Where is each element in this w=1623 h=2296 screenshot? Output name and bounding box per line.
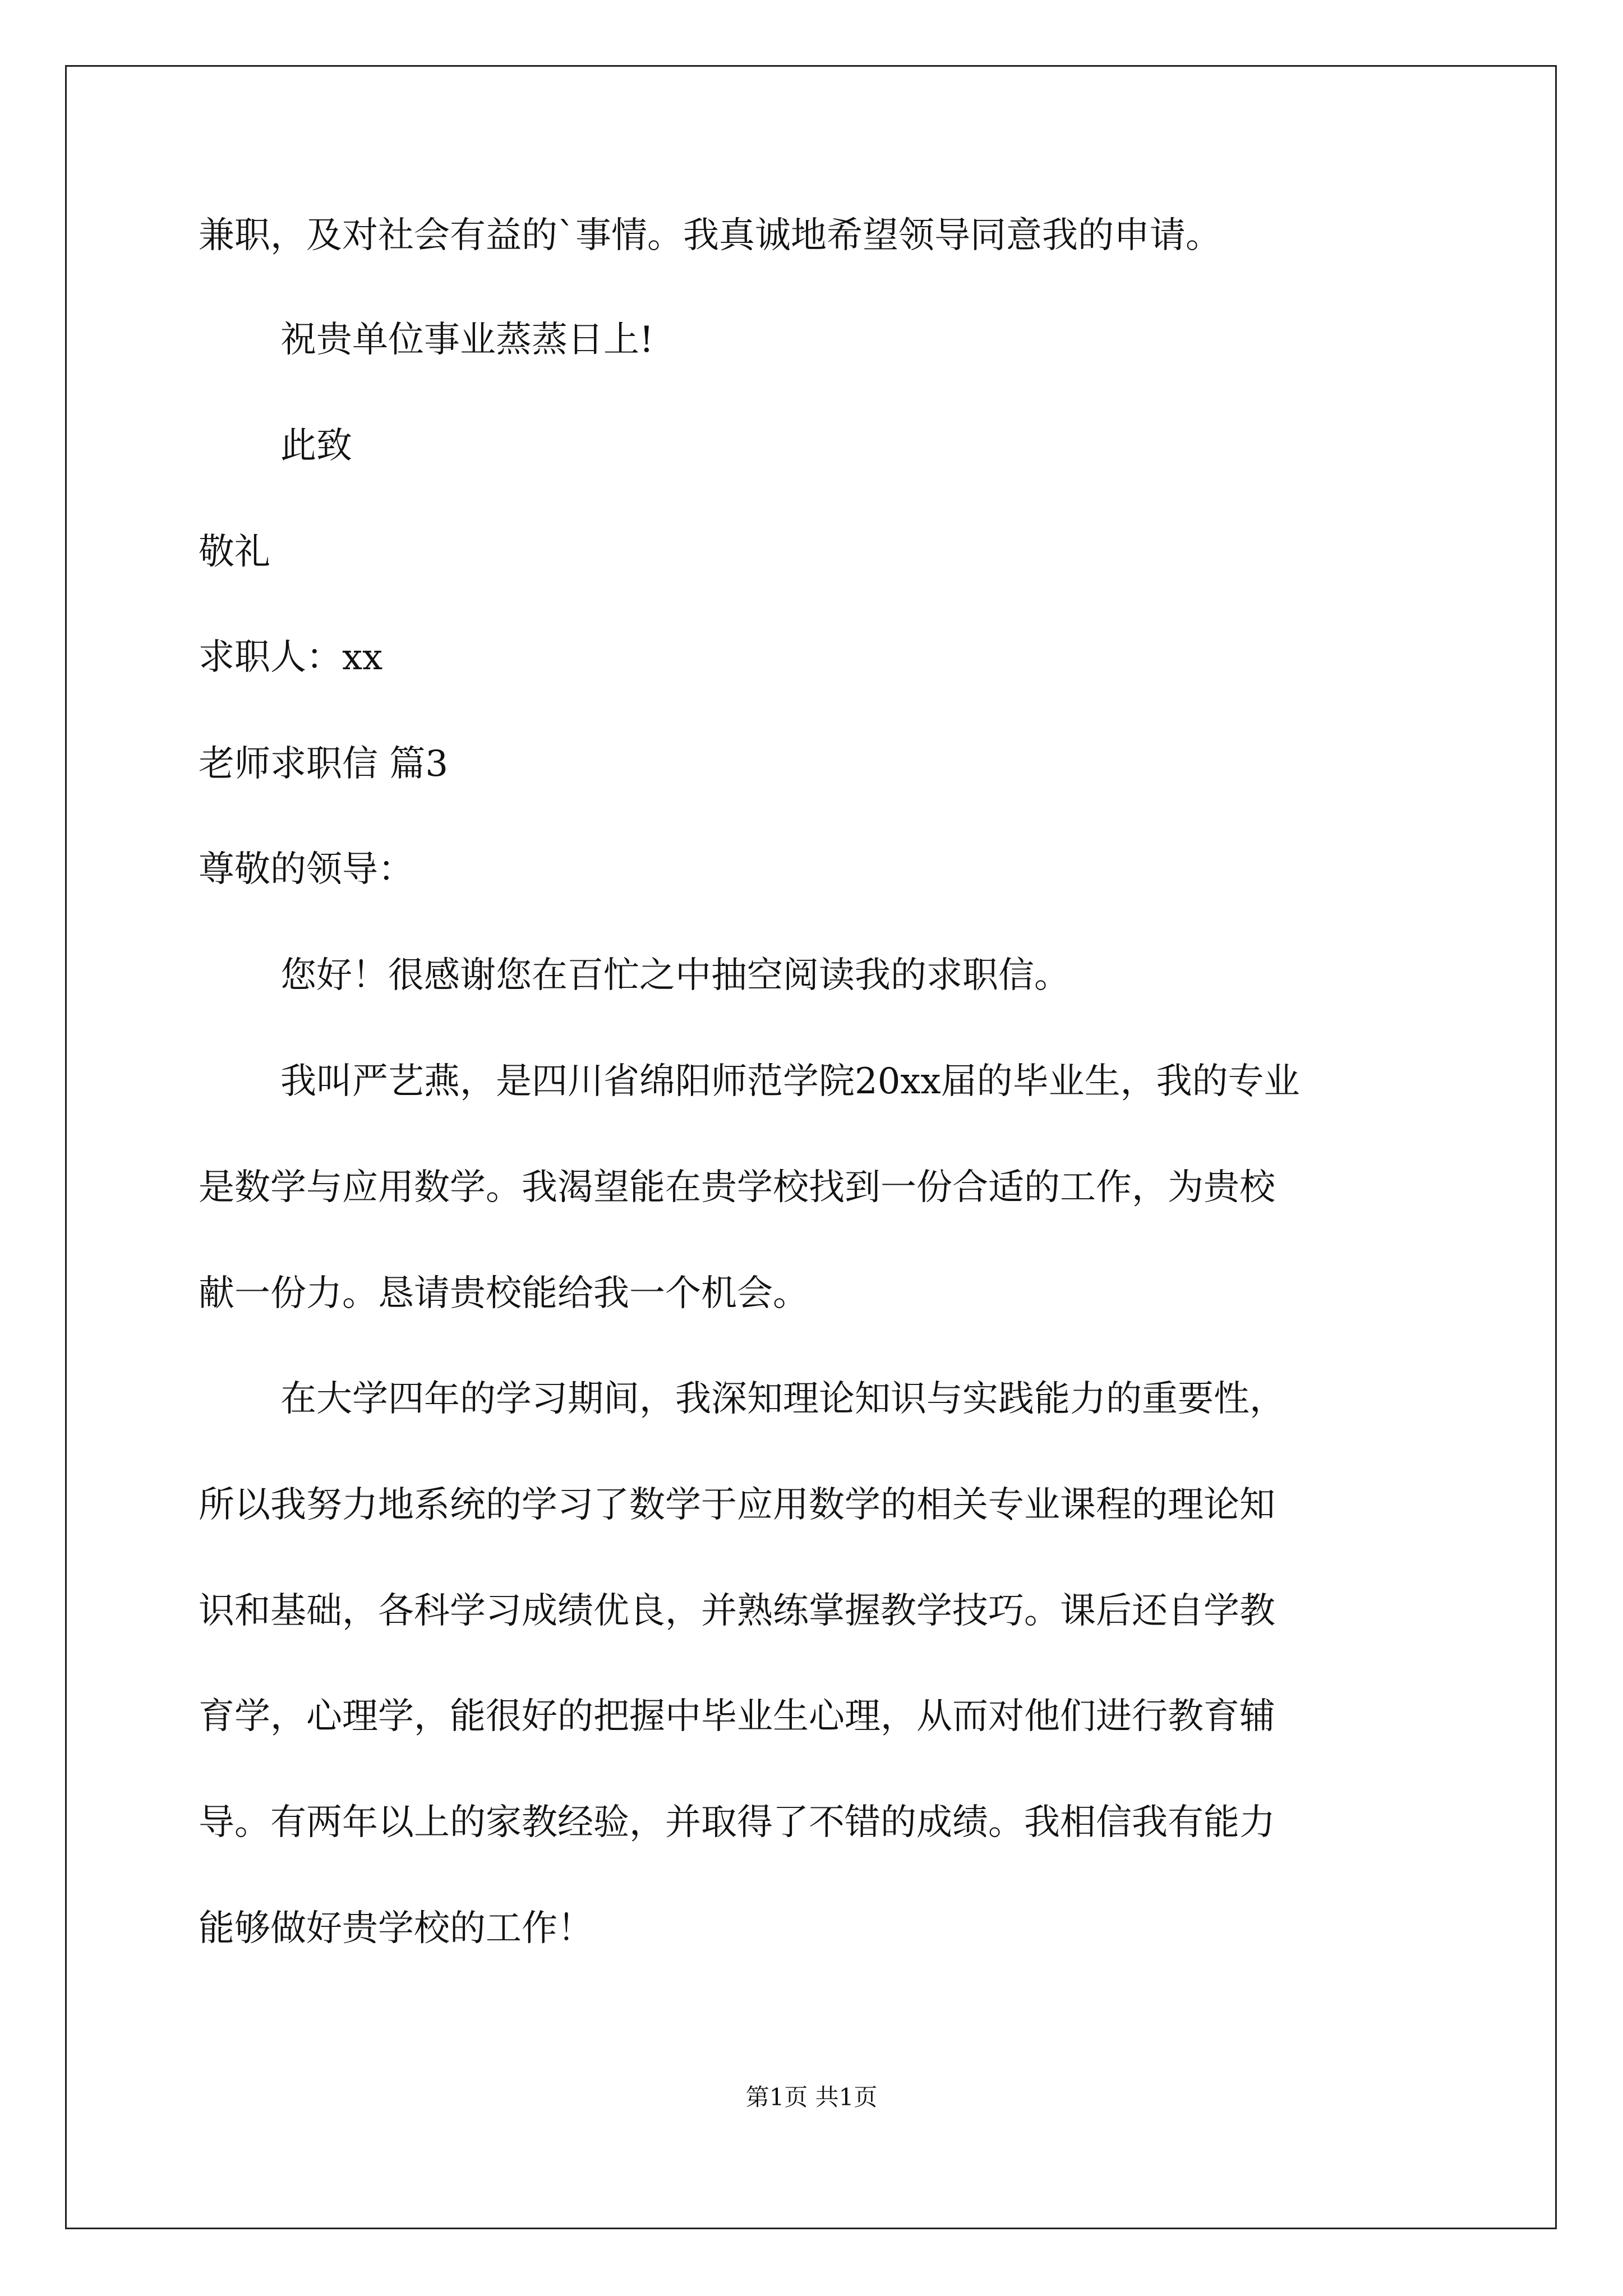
text-line: 献一份力。恳请贵校能给我一个机会。 (199, 1273, 809, 1314)
text-line: 能够做好贵学校的工作！ (199, 1908, 593, 1949)
text-line: 识和基础，各科学习成绩优良，并熟练掌握教学技巧。课后还自学教 (199, 1590, 1275, 1632)
text-line: 此致 (280, 425, 352, 467)
text-line: 兼职，及对社会有益的`事情。我真诚地希望领导同意我的申请。 (199, 215, 1221, 256)
section-heading: 老师求职信 篇3 (199, 743, 449, 785)
text-line: 我叫严艺燕，是四川省绵阳师范学院20xx届的毕业生，我的专业 (280, 1061, 1300, 1102)
text-line: 祝贵单位事业蒸蒸日上! (280, 319, 654, 361)
text-line: 是数学与应用数学。我渴望能在贵学校找到一份合适的工作，为贵校 (199, 1167, 1275, 1208)
page-number: 第1页 共1页 (745, 2083, 878, 2111)
text-line: 敬礼 (199, 531, 270, 573)
salutation: 尊敬的领导： (199, 849, 414, 890)
text-line: 求职人：xx (199, 637, 383, 678)
text-line: 育学，心理学，能很好的把握中毕业生心理，从而对他们进行教育辅 (199, 1696, 1275, 1737)
text-line: 所以我努力地系统的学习了数学于应用数学的相关专业课程的理论知 (199, 1484, 1275, 1526)
text-line: 导。有两年以上的家教经验，并取得了不错的成绩。我相信我有能力 (199, 1802, 1275, 1843)
text-line: 您好！很感谢您在百忙之中抽空阅读我的求职信。 (280, 955, 1070, 996)
text-line: 在大学四年的学习期间，我深知理论知识与实践能力的重要性， (280, 1378, 1285, 1420)
page-border (65, 65, 1557, 2229)
